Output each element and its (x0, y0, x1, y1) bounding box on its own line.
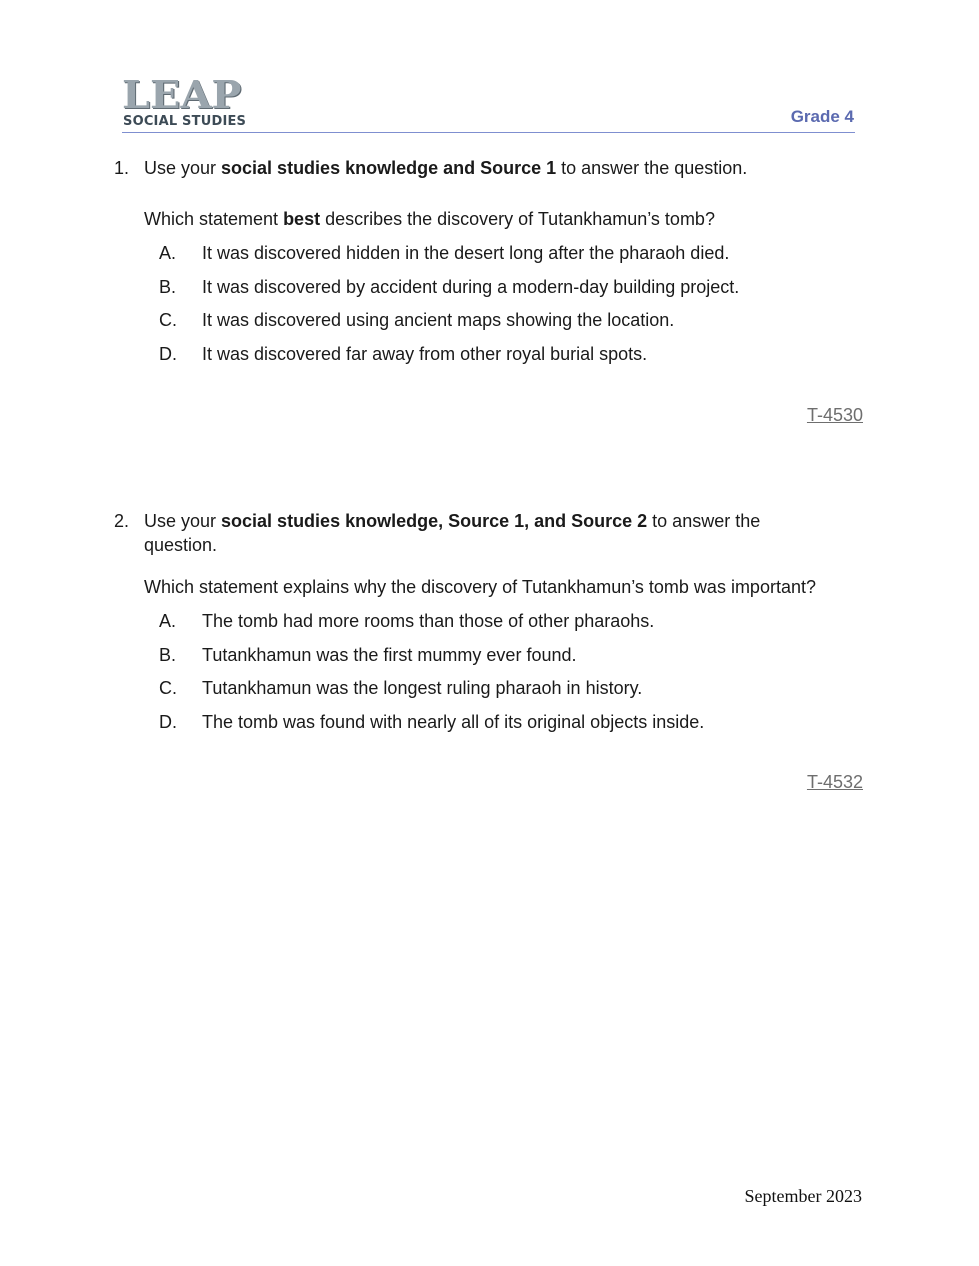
footer-date: September 2023 (744, 1186, 862, 1206)
grade-label: Grade 4 (790, 107, 854, 126)
choice-text: It was discovered using ancient maps showing the location. (202, 310, 675, 330)
prompt-bold: social studies knowledge, Source 1, and Source 2 (221, 511, 648, 531)
stem-text: describes the discovery of Tutankhamun’s tomb? (320, 209, 715, 229)
choice-text: Tutankhamun was the first mummy ever found. (202, 644, 577, 665)
answer-choice-a[interactable] (159, 241, 874, 265)
choice-text: It was discovered hidden in the desert long after the pharaoh died. (202, 243, 730, 263)
answer-choice-a[interactable] (159, 609, 874, 633)
stem-bold: best (283, 209, 321, 229)
logo-subtitle: SOCIAL STUDIES (123, 114, 247, 129)
prompt-bold: social studies knowledge and Source 1 (221, 158, 557, 178)
answer-choice-d[interactable] (159, 710, 874, 734)
leap-logo (122, 72, 262, 131)
stem-text: Which statement explains why the discovery of Tutankhamun’s tomb was important? (144, 577, 816, 597)
choice-letter: C. (159, 678, 177, 698)
header-divider (122, 132, 855, 133)
question-1 (114, 156, 874, 375)
answer-choice-b[interactable] (159, 275, 874, 299)
choice-text: The tomb was found with nearly all of its original objects inside. (202, 711, 705, 732)
prompt-text: to answer the question. (144, 511, 761, 555)
item-id-link[interactable]: T-4532 (806, 772, 863, 792)
logo-leap-text: LEAP (122, 72, 242, 117)
question-prompt (144, 156, 874, 180)
choice-letter: D. (159, 343, 177, 364)
choice-text: The tomb had more rooms than those of other pharaohs. (202, 611, 655, 631)
choice-letter: C. (159, 310, 177, 330)
answer-choice-b[interactable] (159, 643, 874, 667)
stem-text: Which statement (144, 209, 284, 229)
question-stem (144, 575, 874, 599)
question-stem (144, 207, 874, 231)
choice-letter: B. (159, 276, 177, 297)
question-number: 1. (114, 158, 130, 178)
prompt-text: Use your (144, 158, 222, 178)
choice-letter: D. (159, 711, 177, 732)
choice-text: Tutankhamun was the longest ruling pharaoh in history. (202, 678, 643, 698)
choice-letter: A. (159, 611, 177, 631)
answer-choice-d[interactable] (159, 342, 874, 366)
item-id-link[interactable]: T-4530 (806, 405, 863, 425)
choice-letter: A. (159, 243, 177, 263)
choice-text: It was discovered far away from other royal burial spots. (202, 343, 648, 364)
prompt-text: to answer the question. (556, 158, 748, 178)
choice-text: It was discovered by accident during a modern-day building project. (202, 276, 740, 297)
answer-choice-c[interactable] (159, 676, 874, 700)
choice-letter: B. (159, 644, 177, 665)
question-2 (114, 509, 874, 743)
question-number: 2. (114, 511, 130, 531)
question-prompt (144, 509, 824, 557)
answer-choice-c[interactable] (159, 308, 874, 332)
prompt-text: Use your (144, 511, 222, 531)
